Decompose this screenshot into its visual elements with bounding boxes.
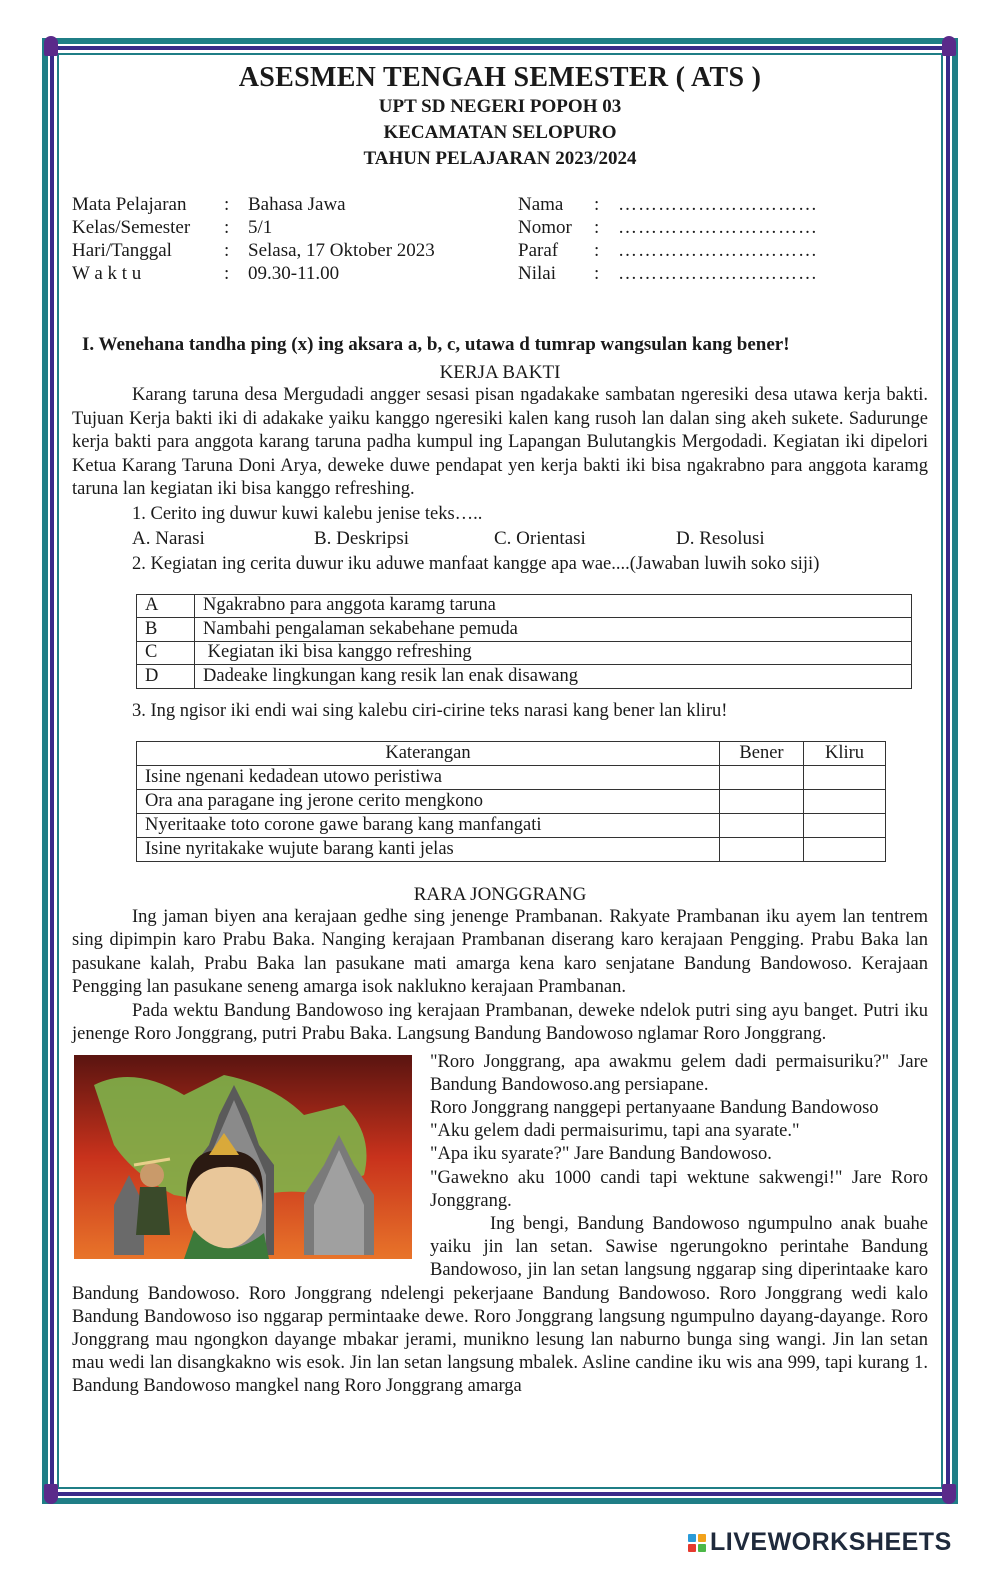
instruction: I. Wenehana tandha ping (x) ing aksara a, b, c, utawa d tumrap wangsulan kang bener! bbox=[82, 334, 790, 355]
info-value: 09.30-11.00 bbox=[248, 263, 340, 284]
question-1: 1. Cerito ing duwur kuwi kalebu jenise teks….. bbox=[132, 503, 483, 524]
info-row-date bbox=[72, 240, 928, 264]
story-paragraph: Pada wektu Bandung Bandowoso ing kerajaan Prambanan, deweke ndelok putri sing ayu banget. Putri iku jenenge Roro Jonggrang, putri Prabu Baka. Langsung Bandung Bandowoso nglamar Roro Jonggrang. bbox=[72, 1000, 928, 1044]
academic-year: TAHUN PELAJARAN 2023/2024 bbox=[363, 148, 637, 169]
question-3-table bbox=[136, 741, 886, 862]
reading-paragraph: Karang taruna desa Mergudadi angger sesasi pisan ngadakake sambatan ngeresiki desa utawa kerja bakti. Tujuan Kerja bakti iki di adakake yaiku kanggo ngeresiki kalen kang rusoh lan dalan sing akeh sukete. Sadurunge kerja bakti para anggota karang taruna padha kumpul ing Lapangan Bulutangkis Mergodadi. Kegiatan iki dipelori Ketua Karang Taruna Doni Arya, deweke duwe pendapat yen kerja bakti iki bisa ngakrabno para anggota karamg taruna lan kegiatan iki bisa kanggo refreshing. bbox=[72, 385, 928, 499]
corner-ornament bbox=[44, 36, 58, 56]
table-header-row bbox=[137, 741, 886, 765]
table-row bbox=[137, 837, 886, 861]
info-colon: : bbox=[224, 240, 230, 261]
info-row-time bbox=[72, 263, 928, 287]
story-paragraph: Ing jaman biyen ana kerajaan gedhe sing jenenge Prambanan. Rakyate Prambanan iku ayem lan tentrem sing dipimpin karo Prabu Baka. Nanging kerajaan Prambanan diserang karo kerajaan Pengging. Prabu Baka lan pasukane kalah, Prabu Baka lan pasukane mati amarga kena karo senjatane Bandung Bandowoso. Kerajaan Pengging lan pasukane seneng amarga isok naklukno kerajaan Prambanan. bbox=[72, 906, 928, 997]
name-field[interactable]: ………………………… bbox=[618, 194, 818, 215]
signature-label: Paraf bbox=[518, 240, 559, 261]
kliru-answer-cell[interactable] bbox=[804, 837, 886, 861]
option-b[interactable]: B. Deskripsi bbox=[314, 527, 409, 549]
column-header: Bener bbox=[720, 741, 804, 765]
row-key: D bbox=[137, 665, 195, 689]
statement-cell: Nyeritaake toto corone gawe barang kang manfangati bbox=[137, 813, 720, 837]
statement-cell: Ora ana paragane ing jerone cerito mengkono bbox=[137, 789, 720, 813]
row-key: C bbox=[137, 641, 195, 665]
info-value: Selasa, 17 Oktober 2023 bbox=[248, 240, 435, 261]
identity-block bbox=[72, 194, 928, 284]
kliru-answer-cell[interactable] bbox=[804, 789, 886, 813]
info-colon: : bbox=[224, 217, 230, 238]
number-label: Nomor bbox=[518, 217, 572, 238]
info-colon: : bbox=[224, 263, 230, 284]
row-key: B bbox=[137, 618, 195, 642]
info-label: Mata Pelajaran bbox=[72, 194, 187, 215]
table-row[interactable] bbox=[137, 618, 912, 642]
corner-ornament bbox=[942, 1484, 956, 1504]
row-key: A bbox=[137, 594, 195, 618]
question-3: 3. Ing ngisor iki endi wai sing kalebu ciri-cirine teks narasi kang bener lan kliru! bbox=[132, 700, 728, 721]
dialogue-line: "Apa iku syarate?" Jare Bandung Bandowoso. bbox=[430, 1144, 772, 1165]
school-name: UPT SD NEGERI POPOH 03 bbox=[378, 96, 622, 117]
bener-answer-cell[interactable] bbox=[720, 837, 804, 861]
story-paragraph: Ing bengi, Bandung Bandowoso ngumpulno anak buahe yaiku jin lan setan. Sawise ngerungokno perintahe Bandung Bandowoso, jin lan setan langsung nggarap sing diperintaake karo Bandung Bandowoso. Roro Jonggrang ndelengi pekerjaane Bandung Bandowoso. Roro Jonggrang wedi kalo Bandung Bandowoso iso nggarap permintaake dewe. Roro Jonggrang langsung ngumpulno dayang-dayange. Roro Jonggrang mau ngongkon dayange mbakar jerami, munikno lesung lan naburno bunga sing wangi. Jin lan setan mau wedi lan disangkakno wis esok. Jin lan setan langsung mbalek. Asline candine iku wis ana 999, tapi kurang 1. Bandung Bandowoso mangkel nang Roro Jonggrang amarga bbox=[72, 1213, 928, 1397]
option-a[interactable]: A. Narasi bbox=[132, 527, 205, 549]
statement-cell: Isine ngenani kedadean utowo peristiwa bbox=[137, 765, 720, 789]
option-d[interactable]: D. Resolusi bbox=[676, 527, 765, 549]
column-header: Katerangan bbox=[137, 741, 720, 765]
dialogue-line: "Gawekno aku 1000 candi tapi wektune sakwengi!" Jare Roro Jonggrang. bbox=[430, 1167, 928, 1211]
column-header: Kliru bbox=[804, 741, 886, 765]
corner-ornament bbox=[44, 1484, 58, 1504]
info-value: 5/1 bbox=[248, 217, 273, 238]
liveworksheets-logo bbox=[688, 1528, 952, 1557]
option-c[interactable]: C. Orientasi bbox=[494, 527, 586, 549]
table-row bbox=[137, 765, 886, 789]
info-value: Bahasa Jawa bbox=[248, 194, 346, 215]
row-text: Kegiatan iki bisa kanggo refreshing bbox=[195, 641, 912, 665]
info-colon: : bbox=[594, 194, 600, 215]
name-label: Nama bbox=[518, 194, 564, 215]
kliru-answer-cell[interactable] bbox=[804, 765, 886, 789]
table-row bbox=[137, 813, 886, 837]
score-label: Nilai bbox=[518, 263, 556, 284]
dialogue-line: "Aku gelem dadi permaisurimu, tapi ana syarate." bbox=[430, 1121, 800, 1142]
worksheet-header bbox=[72, 62, 928, 172]
section-title-rara-jonggrang: RARA JONGGRANG bbox=[413, 883, 587, 905]
kliru-answer-cell[interactable] bbox=[804, 813, 886, 837]
table-row[interactable] bbox=[137, 594, 912, 618]
dialogue-line: "Roro Jonggrang, apa awakmu gelem dadi permaisuriku?" Jare Bandung Bandowoso.ang persiapane. bbox=[430, 1051, 928, 1095]
story-illustration bbox=[74, 1055, 412, 1259]
number-field[interactable]: ………………………… bbox=[618, 217, 818, 238]
page-title: ASESMEN TENGAH SEMESTER ( ATS ) bbox=[238, 62, 762, 93]
info-colon: : bbox=[594, 240, 600, 261]
info-label: Hari/Tanggal bbox=[72, 240, 172, 261]
question-1-options bbox=[132, 526, 928, 552]
statement-cell: Isine nyritakake wujute barang kanti jelas bbox=[137, 837, 720, 861]
section-title-kerja-bakti: KERJA BAKTI bbox=[439, 362, 561, 383]
district-name: KECAMATAN SELOPURO bbox=[383, 122, 617, 143]
question-2: 2. Kegiatan ing cerita duwur iku aduwe manfaat kangge apa wae....(Jawaban luwih soko siji) bbox=[132, 553, 820, 574]
info-colon: : bbox=[224, 194, 230, 215]
info-row-subject bbox=[72, 194, 928, 218]
story-with-illustration bbox=[72, 1051, 928, 1399]
liveworksheets-icon bbox=[688, 1534, 706, 1552]
dialogue-line: Roro Jonggrang nanggepi pertanyaane Bandung Bandowoso bbox=[430, 1097, 879, 1118]
brand-text: LIVEWORKSHEETS bbox=[710, 1528, 952, 1556]
table-row[interactable] bbox=[137, 641, 912, 665]
table-row bbox=[137, 789, 886, 813]
signature-field[interactable]: ………………………… bbox=[618, 240, 818, 261]
corner-ornament bbox=[942, 36, 956, 56]
question-2-table bbox=[136, 594, 912, 689]
worksheet-content bbox=[72, 58, 928, 1399]
bener-answer-cell[interactable] bbox=[720, 813, 804, 837]
info-colon: : bbox=[594, 263, 600, 284]
info-row-class bbox=[72, 217, 928, 241]
table-row[interactable] bbox=[137, 665, 912, 689]
score-field[interactable]: ………………………… bbox=[618, 263, 818, 284]
info-colon: : bbox=[594, 217, 600, 238]
info-label: W a k t u bbox=[72, 263, 142, 284]
bener-answer-cell[interactable] bbox=[720, 789, 804, 813]
row-text: Nambahi pengalaman sekabehane pemuda bbox=[195, 618, 912, 642]
bener-answer-cell[interactable] bbox=[720, 765, 804, 789]
row-text: Ngakrabno para anggota karamg taruna bbox=[195, 594, 912, 618]
row-text: Dadeake lingkungan kang resik lan enak disawang bbox=[195, 665, 912, 689]
info-label: Kelas/Semester bbox=[72, 217, 191, 238]
